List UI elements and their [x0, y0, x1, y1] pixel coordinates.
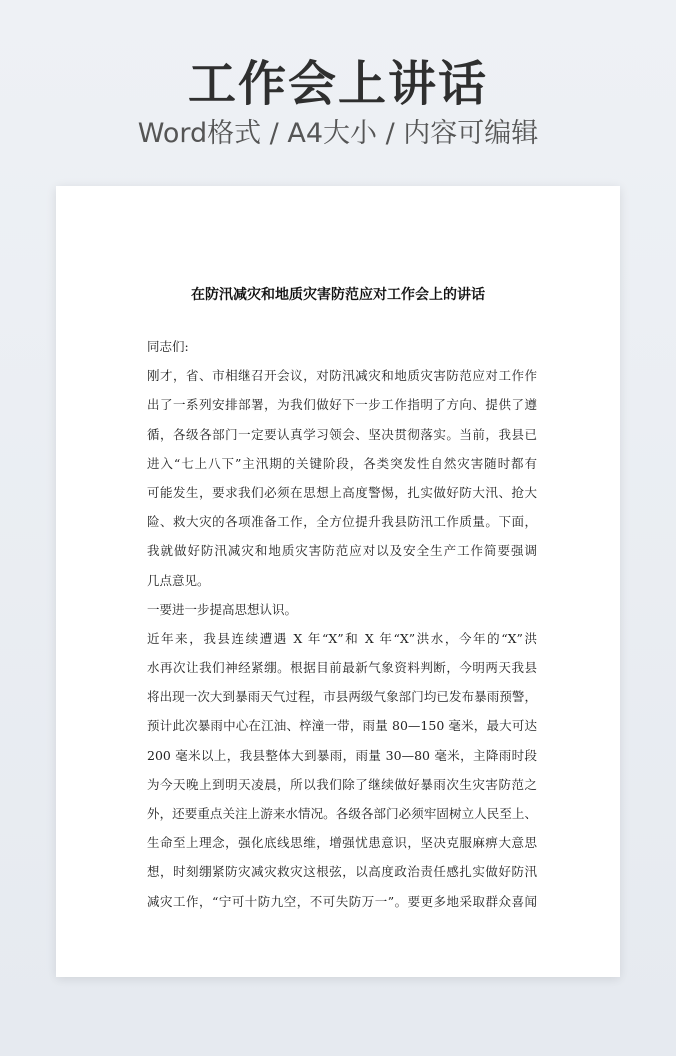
paragraph-line: 预计此次暴雨中心在江油、梓潼一带，雨量 80—150 毫米，最大可达 — [147, 718, 537, 734]
paragraph-line: 进入“七上八下”主汛期的关键阶段，各类突发性自然灾害随时都有 — [147, 455, 537, 471]
document-page — [56, 186, 620, 977]
document-title: 在防汛减灾和地质灾害防范应对工作会上的讲话 — [191, 287, 485, 303]
banner-subtitle: Word格式 / A4大小 / 内容可编辑 — [137, 118, 539, 149]
paragraph-line: 几点意见。 — [147, 572, 210, 588]
paragraph-line: 刚才，省、市相继召开会议，对防汛减灾和地质灾害防范应对工作作 — [147, 368, 537, 384]
paragraph-line: 险、救大灾的各项准备工作，全方位提升我县防汛工作质量。下面， — [147, 514, 537, 530]
greeting: 同志们: — [147, 339, 189, 354]
paragraph-line: 想，时刻绷紧防灾减灾救灾这根弦，以高度政治责任感扎实做好防汛 — [147, 864, 537, 880]
paragraph-line: 将出现一次大到暴雨天气过程，市县两级气象部门均已发布暴雨预警， — [147, 689, 537, 705]
paragraph-line: 可能发生，要求我们必须在思想上高度警惕，扎实做好防大汛、抢大 — [147, 484, 537, 500]
paragraph-line: 200 毫米以上，我县整体大到暴雨，雨量 30—80 毫米，主降雨时段 — [147, 747, 537, 763]
paragraph-line: 减灾工作，“宁可十防九空，不可失防万一”。要更多地采取群众喜闻 — [147, 893, 537, 909]
paragraph-line: 为今天晚上到明天凌晨，所以我们除了继续做好暴雨次生灾害防范之 — [147, 776, 537, 792]
paragraph-line: 近年来，我县连续遭遇 X 年“X”和 X 年“X”洪水，今年的“X”洪 — [147, 630, 537, 646]
section-heading: 一要进一步提高思想认识。 — [147, 601, 298, 617]
paragraph-line: 循，各级各部门一定要认真学习领会、坚决贯彻落实。当前，我县已 — [147, 426, 537, 442]
paragraph-line: 我就做好防汛减灾和地质灾害防范应对以及安全生产工作简要强调 — [147, 543, 537, 559]
document-body — [147, 332, 537, 916]
paragraph-line: 出了一系列安排部署，为我们做好下一步工作指明了方向、提供了遵 — [147, 397, 537, 413]
banner-title: 工作会上讲话 — [187, 56, 488, 112]
paragraph-line: 生命至上理念，强化底线思维，增强忧患意识，坚决克服麻痹大意思 — [147, 835, 537, 851]
paragraph-line: 外，还要重点关注上游来水情况。各级各部门必须牢固树立人民至上、 — [147, 806, 537, 821]
paragraph-line: 水再次让我们神经紧绷。根据目前最新气象资料判断，今明两天我县 — [147, 660, 537, 676]
